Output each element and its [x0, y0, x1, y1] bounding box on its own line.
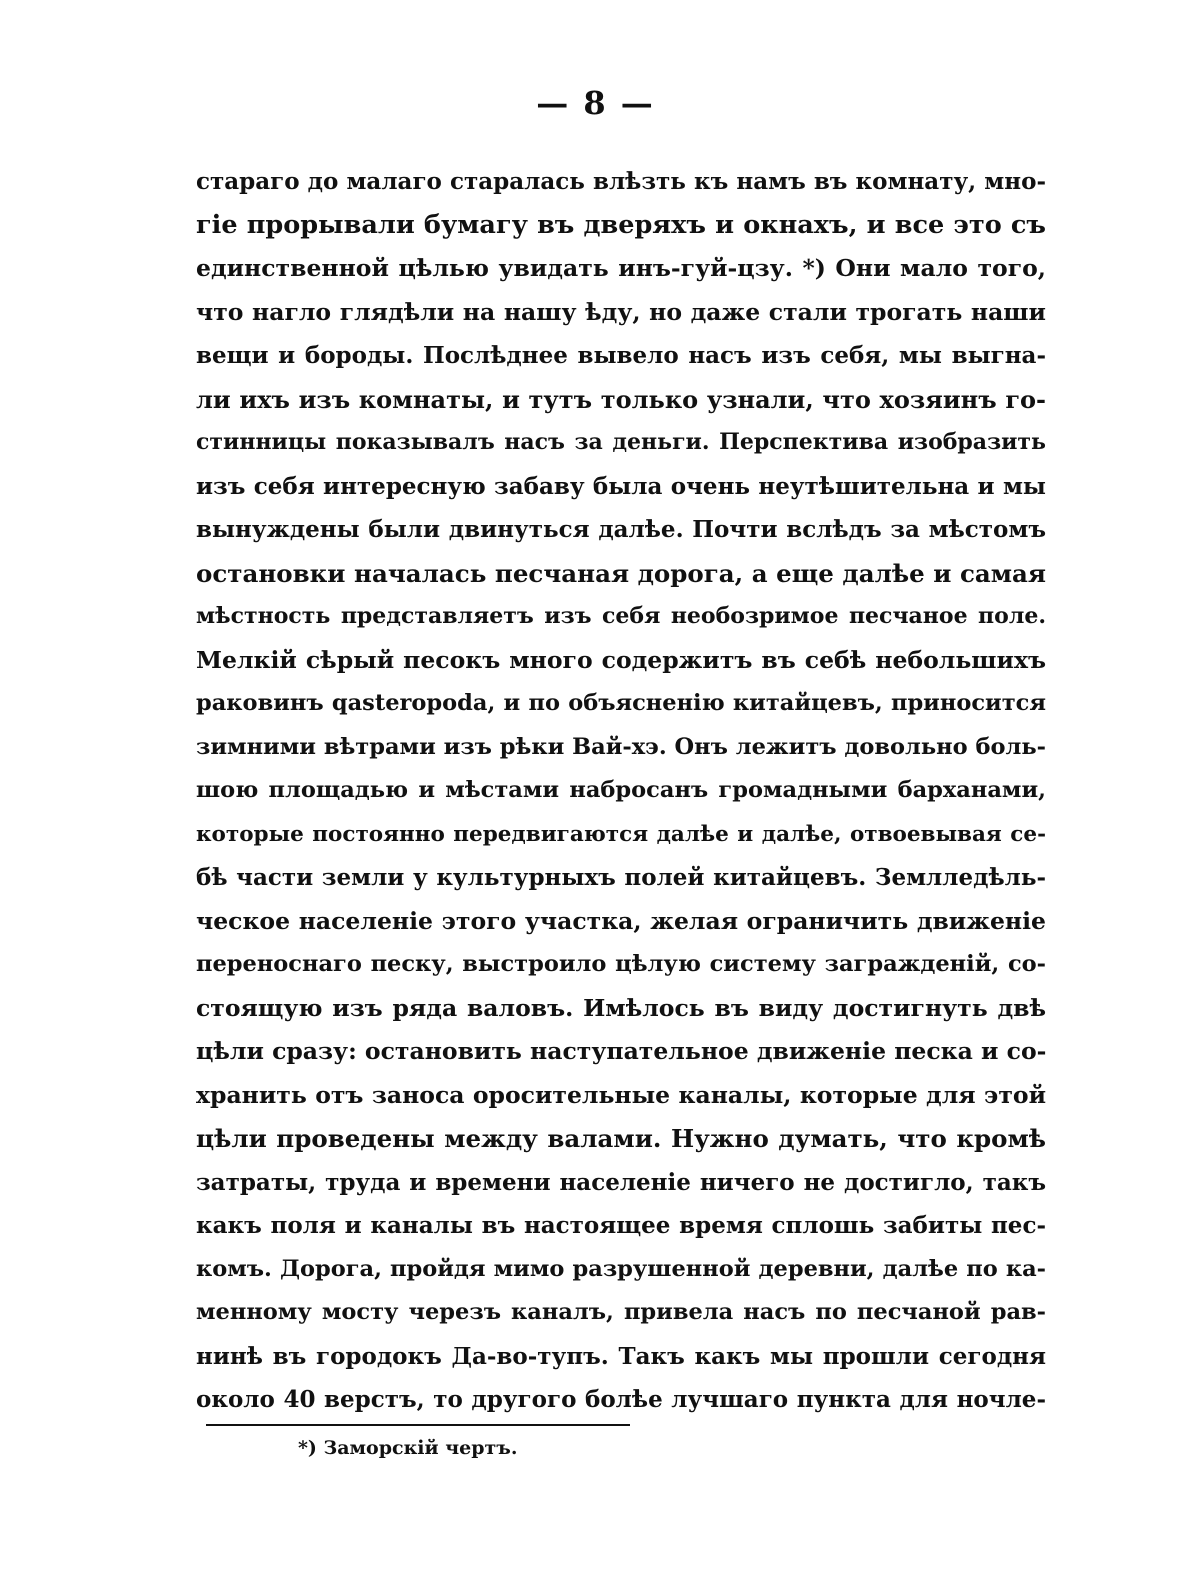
text-line: вынуждены были двинуться далѣе. Почти вслѣдъ за мѣстомъ [196, 516, 1046, 543]
text-line: ли ихъ изъ комнаты, и тутъ только узнали, что хозяинъ го- [196, 384, 1046, 414]
text-line: гіе прорывали бумагу въ дверяхъ и окнахъ, и все это съ [196, 209, 1046, 240]
text-line: мѣстность представляетъ изъ себя необозримое песчаное поле. [196, 603, 1046, 629]
text-line: которые постоянно передвигаются далѣе и далѣе, отвоевывая се- [196, 821, 1046, 847]
text-line: затраты, труда и времени населеніе ничего не достигло, такъ [196, 1168, 1046, 1196]
text-line: что нагло глядѣли на нашу ѣду, но даже стали трогать наши [196, 297, 1046, 326]
body-text [196, 160, 1046, 1422]
text-line: единственной цѣлью увидать инъ-гуй-цзу. *) Они мало того, [196, 254, 1046, 282]
text-line: изъ себя интересную забаву была очень неутѣшительна и мы [196, 472, 1046, 500]
text-line: зимними вѣтрами изъ рѣки Вай-хэ. Онъ лежитъ довольно боль- [196, 733, 1046, 760]
text-line: менному мосту черезъ каналъ, привела насъ по песчаной рав- [196, 1299, 1046, 1325]
text-line: вещи и бороды. Послѣднее вывело насъ изъ себя, мы выгна- [196, 342, 1046, 369]
text-line: хранить отъ заноса оросительные каналы, которые для этой [196, 1080, 1046, 1109]
page-number: — 8 — [536, 84, 655, 122]
text-line: ческое населеніе этого участка, желая ограничить движеніе [196, 906, 1046, 935]
text-line: цѣли проведены между валами. Нужно думать, что кромѣ [196, 1124, 1046, 1153]
footnote: *) Заморскій чертъ. [298, 1437, 518, 1459]
text-line: шою площадью и мѣстами набросанъ громадными барханами, [196, 777, 1046, 803]
footnote-divider [206, 1424, 630, 1426]
text-line: остановки началась песчаная дорога, а еще далѣе и самая [196, 558, 1046, 588]
text-line: переноснаго песку, выстроило цѣлую систему загражденій, со- [196, 951, 1046, 977]
text-line: стинницы показывалъ насъ за деньги. Перспектива изобразить [196, 429, 1046, 455]
text-line: бѣ части земли у культурныхъ полей китайцевъ. Землледѣль- [196, 864, 1046, 891]
text-line: нинѣ въ городокъ Да-во-тупъ. Такъ какъ мы прошли сегодня [196, 1342, 1046, 1370]
text-line: Мелкій сѣрый песокъ много содержитъ въ себѣ небольшихъ [196, 645, 1046, 674]
text-line: около 40 верстъ, то другого болѣе лучшаго пункта для ночле- [196, 1386, 1046, 1413]
text-line: стараго до малаго старалась влѣзть къ намъ въ комнату, мно- [196, 168, 1046, 195]
text-line: цѣли сразу: остановить наступательное движеніе песка и со- [196, 1037, 1046, 1065]
text-line: раковинъ qasteropoda, и по объясненію китайцевъ, приносится [196, 690, 1046, 716]
text-line: стоящую изъ ряда валовъ. Имѣлось въ виду достигнуть двѣ [196, 993, 1046, 1022]
text-line: комъ. Дорога, пройдя мимо разрушенной деревни, далѣе по ка- [196, 1255, 1046, 1282]
text-line: какъ поля и каналы въ настоящее время сплошь забиты пес- [196, 1212, 1046, 1239]
